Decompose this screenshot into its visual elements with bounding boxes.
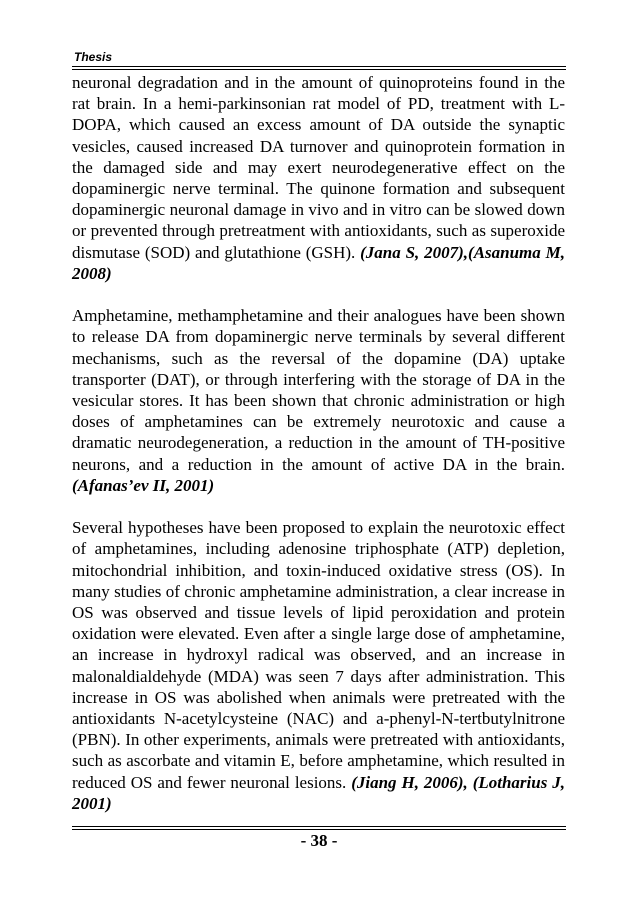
paragraph-1-citation: (Jana S, 2007),(Asanuma M, 2008) (72, 242, 565, 283)
paragraph-1 (72, 72, 565, 284)
footer-rule-top (72, 826, 566, 827)
footer-rule-bottom (72, 829, 566, 830)
paragraph-2-text: Amphetamine, methamphetamine and their analogues have been shown to release DA from dopaminergic nerve terminals by several different mechanisms, such as the reversal of the dopamine (DA) uptake transporter (DAT), or through interfering with the storage of DA in the vesicular stores. It has been shown that chronic administration or high doses of amphetamines can be extremely neurotoxic and cause a dramatic neurodegeneration, a reduction in the amount of TH-positive neurons, and a reduction in the amount of active DA in the brain. (72, 306, 565, 474)
header-rule-bottom (72, 69, 566, 70)
paragraph-3 (72, 517, 565, 814)
body-text (72, 72, 565, 814)
paragraph-2 (72, 305, 565, 496)
paragraph-1-text: neuronal degradation and in the amount of quinoproteins found in the rat brain. In a hemi-parkinsonian rat model of PD, treatment with L-DOPA, which caused an excess amount of DA outside the synaptic vesicles, caused increased DA turnover and quinoprotein formation in the damaged side and may exert neurodegenerative effect on the dopaminergic nerve terminal. The quinone formation and subsequent dopaminergic neuronal damage in vivo and in vitro can be slowed down or prevented through pretreatment with antioxidants, such as superoxide dismutase (SOD) and glutathione (GSH). (72, 73, 565, 262)
page-number: - 38 - (300, 831, 338, 850)
header-rule-top (72, 66, 566, 67)
running-header: Thesis (74, 50, 113, 64)
paragraph-3-text: Several hypotheses have been proposed to explain the neurotoxic effect of amphetamines, including adenosine triphosphate (ATP) depletion, mitochondrial inhibition, and toxin-induced oxidative stress (OS). In many studies of chronic amphetamine administration, a clear increase in OS was observed and tissue levels of lipid peroxidation and protein oxidation were elevated. Even after a single large dose of amphetamine, an increase in hydroxyl radical was observed, and an increase in malonaldialdehyde (MDA) was seen 7 days after administration. This increase in OS was abolished when animals were pretreated with the antioxidants N-acetylcysteine (NAC) and a-phenyl-N-tertbutylnitrone (PBN). In other experiments, animals were pretreated with antioxidants, such as ascorbate and vitamin E, before amphetamine, which resulted in reduced OS and fewer neuronal lesions. (72, 518, 565, 792)
paragraph-2-citation: (Afanas’ev II, 2001) (72, 475, 215, 495)
paragraph-3-citation: (Jiang H, 2006), (Lotharius J, 2001) (72, 772, 565, 813)
